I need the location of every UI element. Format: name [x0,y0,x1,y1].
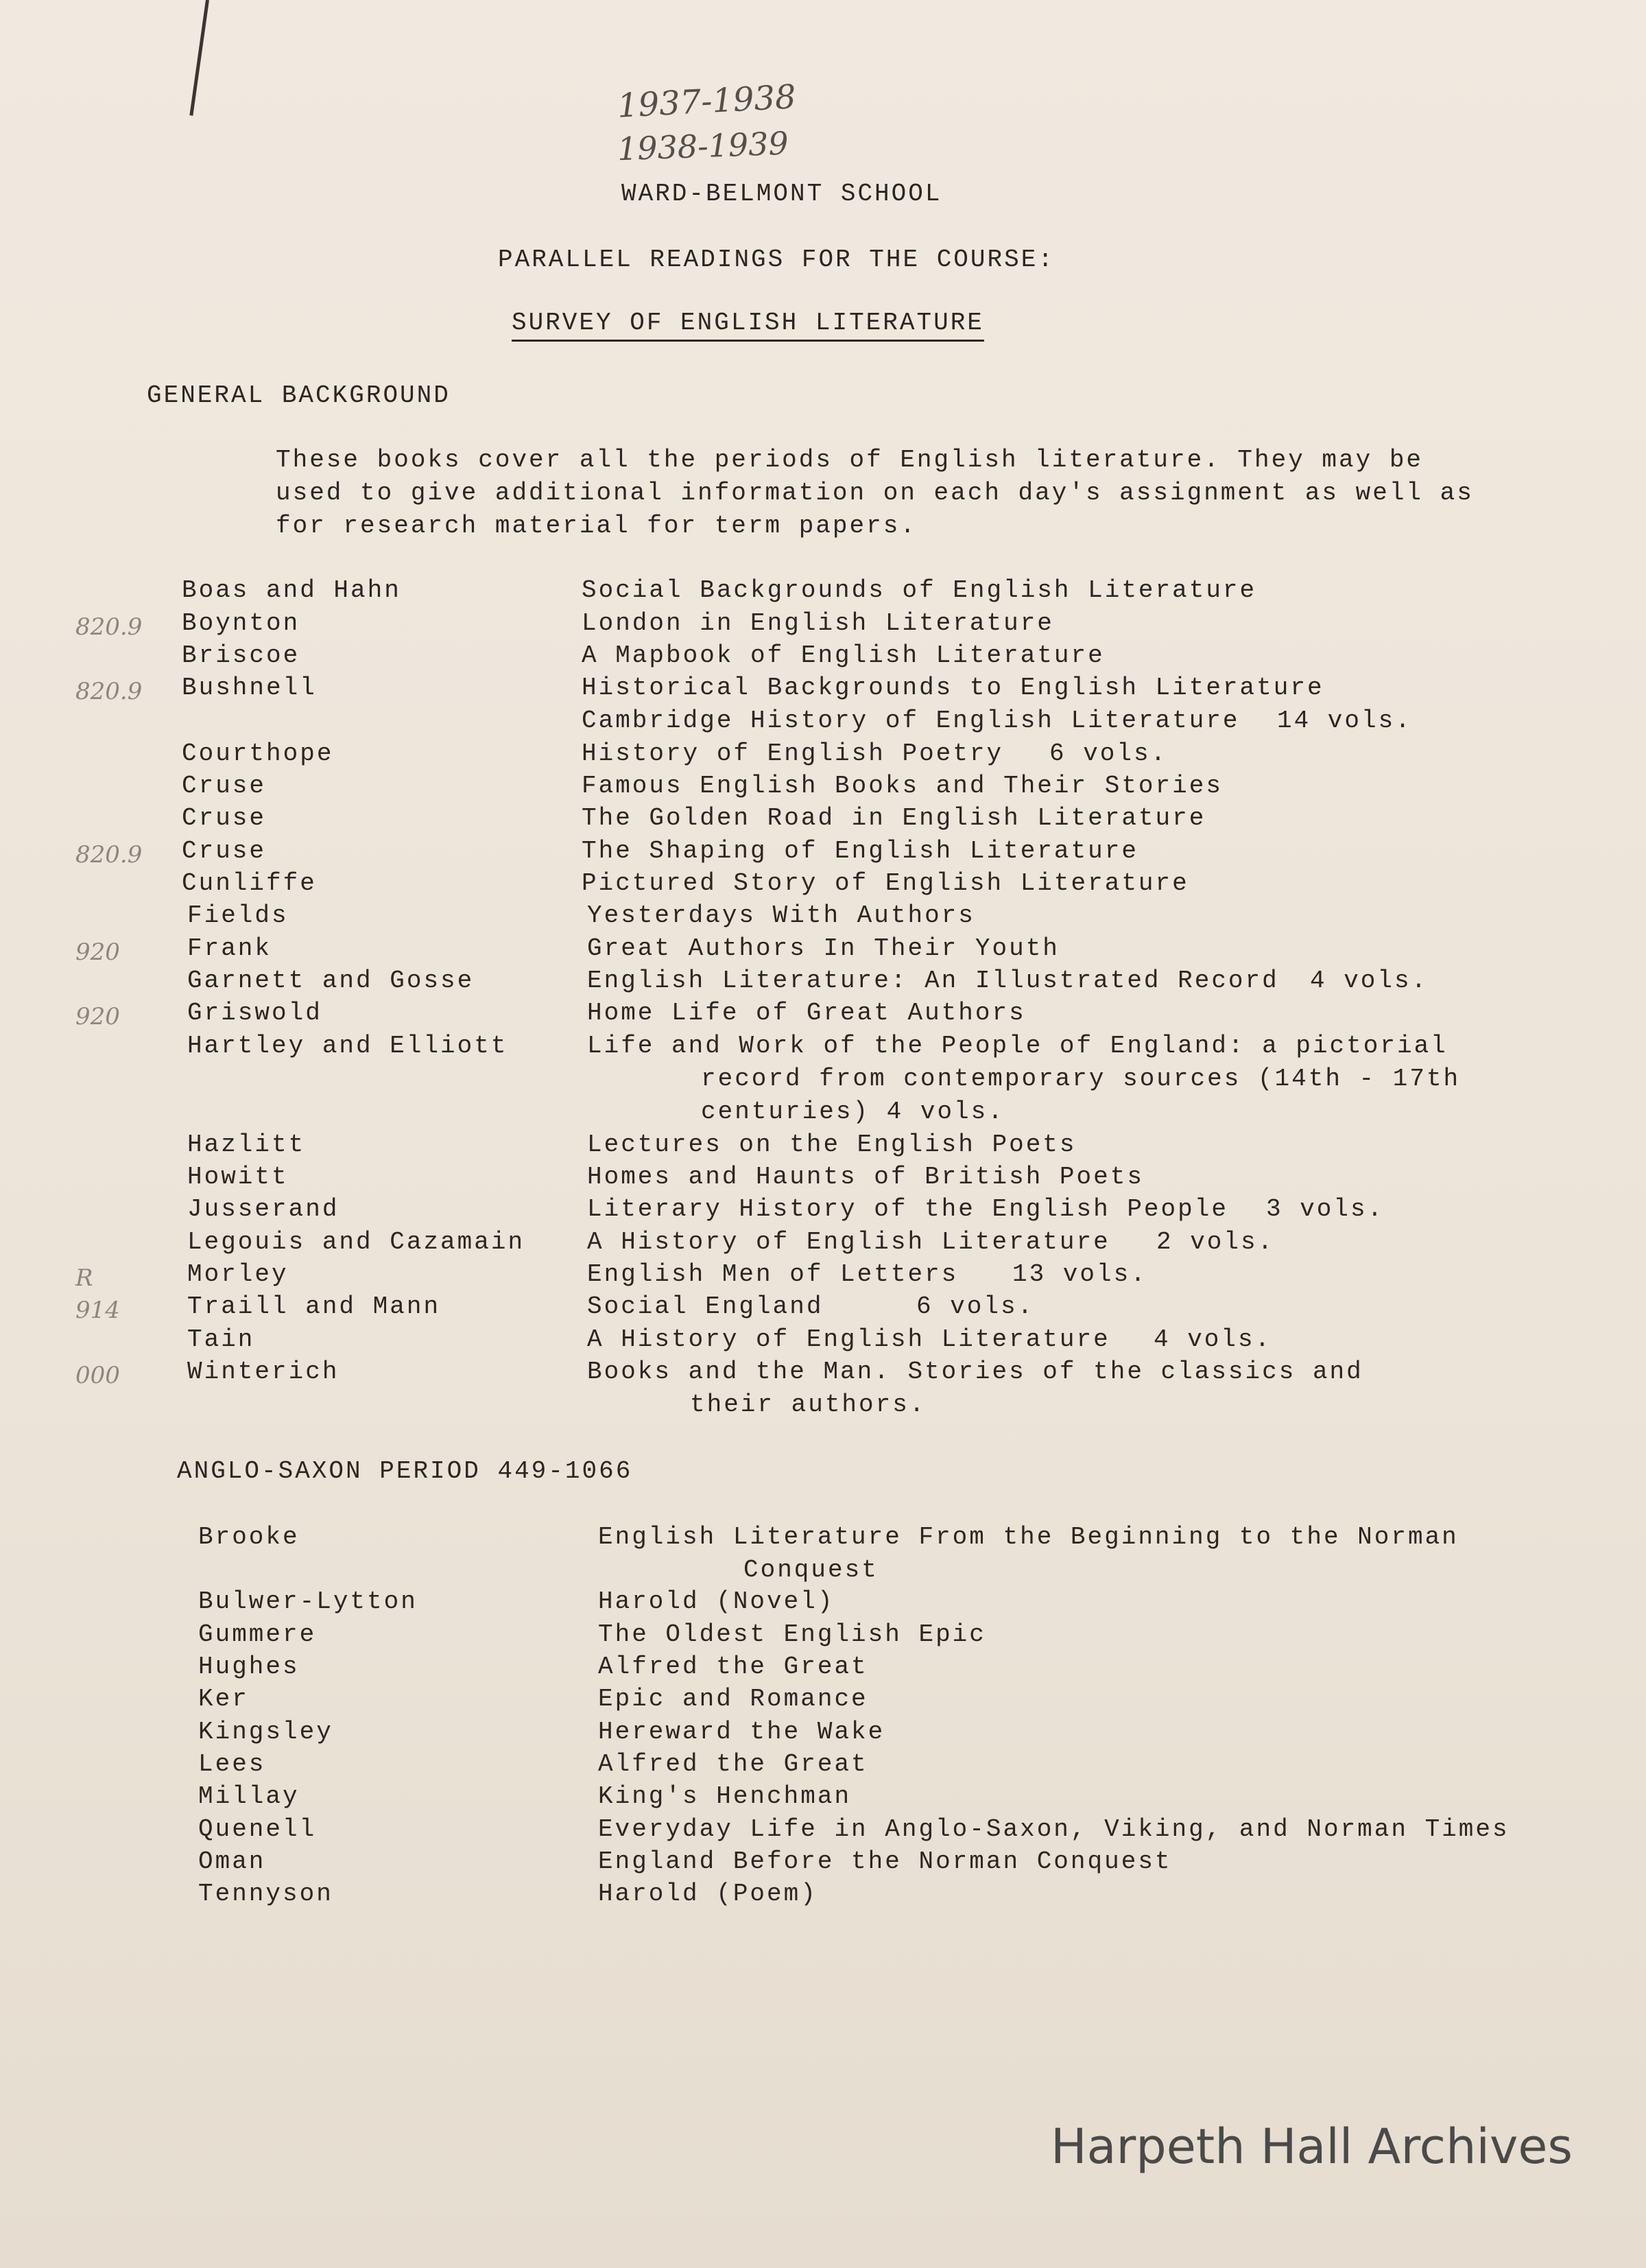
entry-title: Yesterdays With Authors [587,901,975,930]
list-item [0,1620,1646,1653]
anglo-saxon-heading: ANGLO-SAXON PERIOD 449-1066 [177,1457,633,1485]
list-item [0,707,1646,740]
entry-title: London in English Literature [582,609,1054,637]
list-item [0,1750,1646,1783]
entry-author: Oman [198,1847,266,1876]
list-item [0,1358,1646,1419]
entry-volumes: 6 vols. [1049,740,1168,768]
entry-author: Bulwer-Lytton [198,1587,418,1616]
list-item [0,674,1646,707]
entry-volumes: 14 vols. [1277,707,1412,735]
pencil-call-number: 920 [75,938,120,966]
pencil-call-number: 820.9 [75,613,143,641]
entry-author: Boynton [182,609,300,637]
entry-volumes: 4 vols. [1310,967,1429,995]
list-item [0,1292,1646,1325]
entry-title: Pictured Story of English Literature [582,869,1189,897]
entry-title: Everyday Life in Anglo-Saxon, Viking, and Norman Times [598,1815,1510,1843]
entry-title: Alfred the Great [598,1653,868,1681]
entry-title: Life and Work of the People of England: a pictorial [587,1032,1448,1060]
list-item [0,1131,1646,1163]
entry-author: Griswold [187,999,322,1027]
entry-title: Harold (Novel) [598,1587,835,1616]
list-item [0,1653,1646,1686]
entry-title: Home Life of Great Authors [587,999,1026,1027]
entry-volumes: 2 vols. [1156,1228,1275,1256]
entry-title: Epic and Romance [598,1685,868,1713]
intro-line-3: for research material for term papers. [276,512,917,540]
entry-volumes: 3 vols. [1266,1195,1385,1223]
pencil-call-number: 820.9 [75,678,143,705]
list-item [0,1782,1646,1815]
entry-title: Homes and Haunts of British Poets [587,1163,1144,1191]
pencil-call-number: 920 [75,1003,120,1030]
general-background-heading: GENERAL BACKGROUND [147,381,451,410]
entry-author: Ker [198,1685,249,1713]
entry-author: Howitt [187,1163,289,1191]
list-item [0,804,1646,837]
entry-author: Hartley and Elliott [187,1032,508,1060]
intro-line-2: used to give additional information on each day's assignment as well as [276,479,1474,507]
entry-author: Bushnell [182,674,317,702]
entry-author: Fields [187,901,289,930]
list-item [0,869,1646,902]
pencil-call-number: 914 [75,1297,120,1324]
list-item [0,901,1646,934]
entry-title: English Men of Letters [587,1260,959,1288]
entry-title: A Mapbook of English Literature [582,641,1105,670]
handwritten-year-2: 1938-1939 [617,124,789,168]
entry-title: The Shaping of English Literature [582,837,1138,865]
entry-title: English Literature: An Illustrated Record [587,967,1279,995]
course-title: SURVEY OF ENGLISH LITERATURE [512,309,984,342]
entry-author: Cruse [182,772,267,800]
entry-volumes: 6 vols. [916,1292,1035,1321]
entry-author: Frank [187,934,272,962]
entry-title: The Golden Road in English Literature [582,804,1206,832]
list-item [0,641,1646,674]
entry-title: English Literature From the Beginning to the Norman [598,1523,1459,1551]
list-item [0,1523,1646,1584]
list-item [0,1195,1646,1228]
intro-line-1: These books cover all the periods of English literature. They may be [276,446,1424,474]
entry-title: Hereward the Wake [598,1718,885,1746]
pencil-call-number: 000 [75,1362,120,1389]
entry-author: Cruse [182,837,267,865]
list-item [0,1718,1646,1751]
school-name: WARD-BELMONT SCHOOL [621,180,942,208]
entry-author: Briscoe [182,641,300,670]
entry-author: Millay [198,1782,300,1810]
archive-watermark: Harpeth Hall Archives [1051,2118,1573,2175]
entry-volumes: 13 vols. [1012,1260,1147,1288]
entry-title: Harold (Poem) [598,1880,818,1908]
list-item [0,1228,1646,1261]
list-item [0,609,1646,642]
entry-title-continued: record from contemporary sources (14th - 17th [701,1065,1461,1093]
entry-title: England Before the Norman Conquest [598,1847,1172,1876]
entry-title: Books and the Man. Stories of the classics and [587,1358,1363,1386]
entry-author: Traill and Mann [187,1292,441,1321]
list-item [0,1587,1646,1620]
entry-title: A History of English Literature [587,1228,1110,1256]
entry-author: Winterich [187,1358,339,1386]
entry-author: Jusserand [187,1195,339,1223]
entry-author: Lees [198,1750,266,1778]
document-heading: PARALLEL READINGS FOR THE COURSE: [498,246,1055,274]
list-item [0,837,1646,870]
entry-title-continued: Conquest [743,1556,879,1584]
entry-author: Morley [187,1260,289,1288]
pen-mark [189,0,209,116]
entry-title: Famous English Books and Their Stories [582,772,1223,800]
entry-author: Hughes [198,1653,300,1681]
pencil-call-number: 820.9 [75,841,143,869]
list-item [0,1815,1646,1848]
entry-author: Gummere [198,1620,317,1649]
entry-author: Tain [187,1325,255,1354]
entry-author: Tennyson [198,1880,333,1908]
list-item [0,1325,1646,1358]
entry-title: Social England [587,1292,824,1321]
entry-title: A History of English Literature [587,1325,1110,1354]
pencil-call-number: R [75,1264,93,1292]
entry-title: Social Backgrounds of English Literature [582,576,1257,604]
entry-author: Courthope [182,740,334,768]
list-item [0,576,1646,609]
handwritten-year-1: 1937-1938 [616,78,797,126]
entry-author: Hazlitt [187,1131,306,1159]
list-item [0,1847,1646,1880]
entry-author: Cunliffe [182,869,317,897]
entry-author: Kingsley [198,1718,333,1746]
list-item [0,772,1646,805]
entry-title: Alfred the Great [598,1750,868,1778]
list-item [0,999,1646,1032]
entry-title: Lectures on the English Poets [587,1131,1077,1159]
entry-title-continued: centuries) 4 vols. [701,1098,1005,1126]
entry-title: Historical Backgrounds to English Literature [582,674,1324,702]
entry-author: Cruse [182,804,267,832]
list-item [0,1260,1646,1293]
entry-title: Literary History of the English People [587,1195,1228,1223]
entry-author: Brooke [198,1523,300,1551]
entry-volumes: 4 vols. [1154,1325,1272,1354]
entry-title: The Oldest English Epic [598,1620,986,1649]
list-item [0,967,1646,1000]
list-item [0,1163,1646,1196]
entry-author: Quenell [198,1815,317,1843]
entry-title-continued: their authors. [690,1391,927,1419]
entry-title: King's Henchman [598,1782,852,1810]
list-item [0,1032,1646,1126]
entry-title: Cambridge History of English Literature [582,707,1240,735]
list-item [0,740,1646,772]
entry-author: Boas and Hahn [182,576,401,604]
entry-title: Great Authors In Their Youth [587,934,1060,962]
list-item [0,1685,1646,1718]
entry-author: Legouis and Cazamain [187,1228,525,1256]
entry-author: Garnett and Gosse [187,967,475,995]
entry-title: History of English Poetry [582,740,1004,768]
list-item [0,934,1646,967]
list-item [0,1880,1646,1913]
